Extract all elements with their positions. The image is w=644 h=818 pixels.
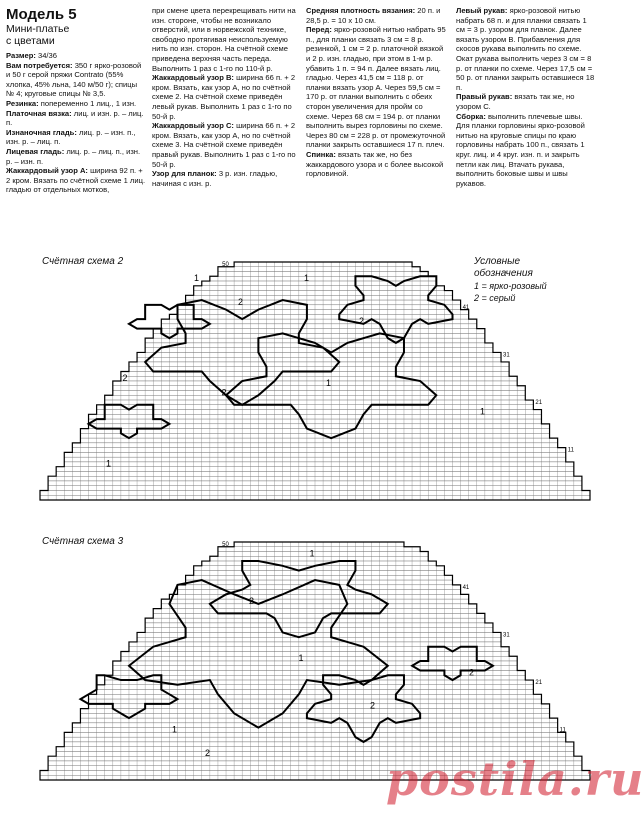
chart-row <box>218 547 420 552</box>
row-label: 31 <box>503 632 510 639</box>
chart-row <box>161 604 476 609</box>
section-text: ширина 92 п. + 2 кром. Вязать по счётной схеме 1 лиц. гладью от отдельных мотков, <box>6 166 146 195</box>
section-text: 34/36 <box>35 51 57 60</box>
chart-3-title: Счётная схема 3 <box>42 536 124 547</box>
chart-row <box>105 400 534 405</box>
section-text: 20 п. и 28,5 р. = 10 х 10 см. <box>306 6 441 25</box>
row-label: 21 <box>535 400 543 407</box>
section-heading: Размер: <box>6 51 36 60</box>
watermark-logo: postila.ru <box>386 752 644 806</box>
chart-row <box>186 295 453 300</box>
color-code-label: 2 <box>221 387 227 398</box>
section-heading: Сборка: <box>456 111 486 121</box>
section-heading: Перед: <box>306 25 332 35</box>
chart-row <box>153 613 485 618</box>
chart-row <box>153 329 485 334</box>
section-heading: Узор для планок: <box>152 169 217 179</box>
section-text: ярко-розовой нитью набрать 68 п. и для планки связать 1 см = 3 р. узором для планок. Далее вязать узором В. Прибавления для скосов рукава выполнить по схеме. Окат рукава выполнить через 3 см = 8 р. от планки по схеме. Через 17,5 см = 50 р. от планки закрыть оставшиеся 18 п. <box>456 6 595 92</box>
section-heading: Правый рукав: <box>456 92 513 102</box>
row-label: 41 <box>462 304 470 311</box>
chart-row <box>64 462 574 467</box>
color-code-label: 1 <box>194 273 200 284</box>
row-label: 50 <box>222 542 229 548</box>
row-label: 50 <box>222 262 229 268</box>
section-heading: Жаккардовый узор С: <box>152 121 234 131</box>
chart-row <box>137 357 501 362</box>
chart-row <box>80 438 557 443</box>
section-heading: Средняя плотность вязания: <box>306 6 416 15</box>
chart-row <box>153 333 485 338</box>
color-code-label: 2 <box>238 296 244 307</box>
section-text: 350 г ярко-розовой и 50 г серой пряжи Contrato (55% хлопка, 45% льна, 140 м/50 г); спицы № 4; круговые спицы № 3,5. <box>6 60 142 99</box>
chart-row <box>129 362 509 367</box>
color-code-label: 1 <box>304 273 310 284</box>
chart-row <box>72 448 565 453</box>
section-text: выполнить плечевые швы. Для планки горловины ярко-розовой нитью на круговые спицы по краю горловины набрать 100 п., связать 1 круг. лиц. и 4 круг. изн. п. и закрыть петли как лиц. Втачать рукава, выполнить боковые швы и швы рукавов. <box>456 111 585 188</box>
color-code-label: 1 <box>309 548 315 559</box>
color-code-label: 1 <box>106 458 112 469</box>
chart-row <box>137 637 501 642</box>
section-heading: Резинка: <box>6 98 39 108</box>
model-subtitle: Мини-платье с цветами <box>6 23 70 47</box>
color-code-label: 1 <box>326 377 332 388</box>
section-text: лиц. и изн. р. – лиц. п. <box>6 108 144 128</box>
section-heading: Жаккардовый узор А: <box>6 166 88 176</box>
color-code-label: 2 <box>370 700 376 711</box>
row-label: 21 <box>535 680 543 687</box>
chart-row <box>113 386 526 391</box>
section-text: ширина 66 п. + 2 кром. Вязать, как узор А, но по счётной схеме 2. На счётной схеме приведён левый рукав. Выполнить 1 раз с 1-го по 50-й р. <box>152 73 296 121</box>
section-heading: Жаккардовый узор В: <box>152 73 234 83</box>
chart-row <box>121 376 517 381</box>
chart-row <box>64 742 574 747</box>
chart-row <box>218 267 420 272</box>
color-code-label: 2 <box>469 667 475 678</box>
chart-row <box>145 348 493 353</box>
chart-row <box>121 656 517 661</box>
color-code-label: 2 <box>249 595 255 606</box>
chart-row <box>137 352 501 357</box>
section-heading: Вам потребуется: <box>6 60 73 70</box>
section-text: попеременно 1 лиц., 1 изн. <box>38 98 137 108</box>
section-text: при смене цвета перекрещивать нити на изн. стороне, чтобы не возникало отверстий, или в норвежской технике, свободно протягивая неиспользуемую нить по изн. сторон. На счётной схеме приведена верхняя часть переда. Выполнить 1 раз с 1-го по 110-й р. <box>152 6 296 73</box>
section-text: 3 р. изн. гладью, начиная с изн. р. <box>152 169 278 188</box>
section-heading: Спинка: <box>306 149 336 159</box>
chart-row <box>178 590 461 595</box>
row-label: 31 <box>503 352 510 359</box>
chart-row <box>169 594 468 599</box>
section-text: ширина 66 п. + 2 кром. Вязать, как узор А, но по счётной схеме 3. На счётной схеме приведён правый рукав. Выполнить 1 раз с 1-го по 50-й р. <box>152 121 296 169</box>
chart-2-title: Счётная схема 2 <box>42 256 124 267</box>
row-label: 11 <box>567 447 574 454</box>
chart-row <box>194 566 445 571</box>
row-label: 11 <box>559 727 566 734</box>
chart-row <box>169 314 468 319</box>
color-code-label: 2 <box>359 315 365 326</box>
section-heading: Левый рукав: <box>456 6 508 15</box>
color-code-label: 2 <box>122 373 128 383</box>
chart-row <box>145 628 493 633</box>
section-text: лиц. р. – лиц. п., изн. р. – изн. п. <box>6 146 141 166</box>
row-label: 41 <box>462 584 470 591</box>
color-code-label: 1 <box>480 406 486 417</box>
section-text: вязать так же, но узором С. <box>456 92 575 111</box>
color-code-label: 2 <box>205 748 211 759</box>
chart-row <box>194 286 445 291</box>
chart-row <box>97 410 542 415</box>
color-code-label: 1 <box>172 724 178 735</box>
chart-row <box>113 391 526 396</box>
chart-row <box>137 632 501 637</box>
legend-item-2: 2 = серый <box>474 293 516 303</box>
color-code-label: 1 <box>298 653 304 663</box>
model-title: Модель 5 <box>6 6 77 23</box>
section-text: лиц. р. – изн. п., изн. р. – лиц. п. <box>6 127 136 147</box>
section-text: ярко-розовой нитью набрать 95 п., для планки связать 3 см = 8 р. резинкой, 1 см = 2 р. платочной вязкой и 2 р. изн. гладью, при этом в 1-м р. убавить 1 п. = 94 п. Далее вязать лиц. гладью. Через 41,5 см = 118 р. от планки вязать узор А. Через 59,5 см = 170 р. от планки выполнить с обеих сторон увеличения для пройм со схеме. Через 68 см = 194 р. от планки выполнить вырез горловины по схеме. Через 80 см = 228 р. от промежуточной планки закрыть оставшиеся 17 п. плеч. <box>306 25 446 150</box>
chart-row <box>234 542 404 547</box>
chart-row <box>194 571 445 576</box>
legend: Условные обозначения 1 = ярко-розовый 2 = серый <box>474 256 592 304</box>
section-text: вязать так же, но без жаккардового узора и с более высокой горловиной. <box>306 149 444 179</box>
section-heading: Лицевая гладь: <box>6 146 65 156</box>
section-heading: Платочная вязка: <box>6 108 72 118</box>
section-heading: Изнаночная гладь: <box>6 127 77 137</box>
chart-row <box>186 575 453 580</box>
legend-item-1: 1 = ярко-розовый <box>474 281 547 291</box>
